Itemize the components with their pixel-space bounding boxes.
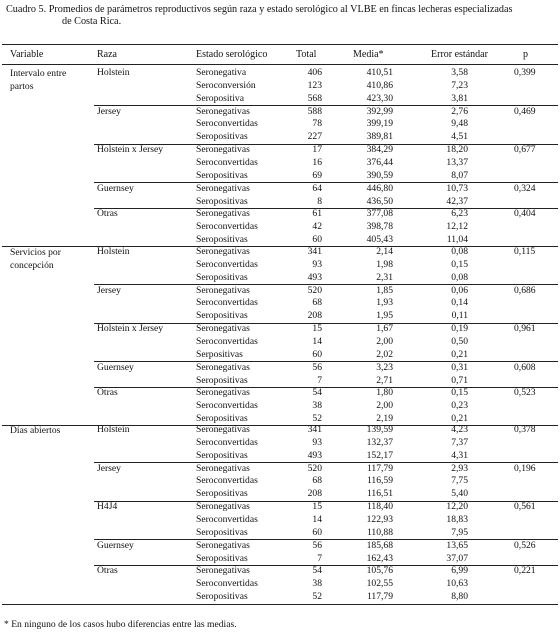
total-cell: 16 — [312, 156, 322, 168]
header-total: Total — [296, 49, 317, 60]
raza-label: Otras — [97, 387, 118, 399]
error-cell: 0,71 — [451, 374, 468, 386]
estado-cell: Seroconvertidas — [196, 258, 258, 270]
error-cell: 4,31 — [451, 449, 468, 461]
error-cell: 0,21 — [451, 413, 468, 425]
media-cell: 162,43 — [366, 552, 393, 564]
total-cell: 38 — [312, 578, 322, 590]
total-cell: 54 — [312, 565, 322, 577]
total-cell: 15 — [312, 501, 322, 513]
error-cell: 0,23 — [451, 400, 468, 412]
total-cell: 60 — [312, 234, 322, 246]
media-cell: 185,68 — [366, 539, 393, 551]
total-cell: 54 — [312, 387, 322, 399]
error-cell: 5,40 — [451, 488, 468, 500]
estado-cell: Seropositiva — [196, 92, 244, 104]
estado-cell: Seronegativas — [196, 284, 250, 296]
error-cell: 9,48 — [451, 118, 468, 130]
media-cell: 116,59 — [366, 475, 393, 487]
total-cell: 61 — [312, 208, 322, 220]
error-cell: 0,15 — [451, 258, 468, 270]
media-cell: 405,43 — [366, 234, 393, 246]
error-cell: 0,31 — [451, 361, 468, 373]
media-cell: 3,23 — [376, 361, 393, 373]
media-cell: 1,80 — [376, 387, 393, 399]
total-cell: 60 — [312, 348, 322, 360]
media-cell: 377,08 — [366, 208, 393, 220]
group-separator — [94, 323, 558, 324]
total-cell: 520 — [307, 462, 322, 474]
group-separator — [94, 361, 558, 362]
media-cell: 1,95 — [376, 310, 393, 322]
estado-cell: Seropositivas — [196, 488, 248, 500]
group-separator — [94, 105, 558, 106]
media-cell: 2,71 — [376, 374, 393, 386]
total-cell: 17 — [312, 144, 322, 156]
error-cell: 0,21 — [451, 348, 468, 360]
estado-cell: Seronegativas — [196, 144, 250, 156]
error-cell: 8,07 — [451, 169, 468, 181]
error-cell: 6,99 — [451, 565, 468, 577]
estado-cell: Seronegativas — [196, 387, 250, 399]
error-cell: 7,95 — [451, 526, 468, 538]
total-cell: 56 — [312, 361, 322, 373]
estado-cell: Seroconvertidas — [196, 400, 258, 412]
top-rule — [2, 44, 558, 45]
group-separator — [94, 462, 558, 463]
raza-label: Jersey — [97, 462, 121, 474]
media-cell: 2,14 — [376, 246, 393, 257]
estado-cell: Seronegativa — [196, 67, 247, 78]
error-cell: 0,50 — [451, 335, 468, 347]
media-cell: 1,98 — [376, 258, 393, 270]
estado-cell: Seronegativas — [196, 501, 250, 513]
p-value: 0,115 — [514, 246, 536, 257]
estado-cell: Seroconversión — [196, 79, 256, 91]
p-value: 0,378 — [514, 424, 536, 435]
p-value: 0,961 — [514, 323, 536, 335]
media-cell: 410,51 — [366, 67, 393, 78]
total-cell: 208 — [307, 488, 322, 500]
total-cell: 93 — [312, 258, 322, 270]
total-cell: 68 — [312, 475, 322, 487]
bottom-rule — [2, 604, 558, 605]
estado-cell: Seronegativas — [196, 246, 250, 257]
p-value: 0,608 — [514, 361, 536, 373]
raza-label: Guernsey — [97, 182, 134, 194]
variable-label: Intervalo entre partos — [10, 68, 67, 92]
estado-cell: Seroconvertidas — [196, 436, 258, 448]
total-cell: 42 — [312, 221, 322, 233]
raza-label: Holstein — [97, 424, 130, 435]
estado-cell: Seroconvertidas — [196, 221, 258, 233]
group-separator — [94, 144, 558, 145]
caption-line-1: Cuadro 5. Promedios de parámetros reproductivos según raza y estado serológico al VLBE en fincas lecheras especializadas — [6, 4, 513, 15]
estado-cell: Seronegativas — [196, 565, 250, 577]
estado-cell: Seroconvertidas — [196, 118, 258, 130]
error-cell: 3,58 — [451, 67, 468, 78]
error-cell: 0,08 — [451, 271, 468, 283]
estado-cell: Seropositivas — [196, 195, 248, 207]
p-value: 0,196 — [514, 462, 536, 474]
media-cell: 2,19 — [376, 413, 393, 425]
estado-cell: Seropositivas — [196, 131, 248, 143]
raza-label: Holstein x Jersey — [97, 144, 164, 156]
estado-cell: Seroconvertidas — [196, 578, 258, 590]
total-cell: 123 — [307, 79, 322, 91]
error-cell: 37,07 — [446, 552, 468, 564]
estado-cell: Seropositivas — [196, 413, 248, 425]
media-cell: 139,59 — [366, 424, 393, 435]
total-cell: 208 — [307, 310, 322, 322]
estado-cell: Seronegativas — [196, 182, 250, 194]
header-error: Error estándar — [431, 49, 488, 60]
raza-label: H4J4 — [97, 501, 118, 513]
media-cell: 1,85 — [376, 284, 393, 296]
estado-cell: Seropositivas — [196, 374, 248, 386]
total-cell: 52 — [312, 591, 322, 603]
estado-cell: Seroconvertidas — [196, 475, 258, 487]
raza-label: Otras — [97, 565, 118, 577]
media-cell: 2,00 — [376, 400, 393, 412]
estado-cell: Seroconvertidas — [196, 335, 258, 347]
raza-label: Otras — [97, 208, 118, 220]
media-cell: 2,31 — [376, 271, 393, 283]
total-cell: 227 — [307, 131, 322, 143]
error-cell: 2,76 — [451, 105, 468, 117]
media-cell: 2,00 — [376, 335, 393, 347]
raza-label: Jersey — [97, 105, 121, 117]
p-value: 0,221 — [514, 565, 536, 577]
estado-cell: Seropositivas — [196, 271, 248, 283]
estado-cell: Seropositivas — [196, 310, 248, 322]
p-value: 0,686 — [514, 284, 536, 296]
media-cell: 2,02 — [376, 348, 393, 360]
media-cell: 398,78 — [366, 221, 393, 233]
estado-cell: Seropositivas — [196, 526, 248, 538]
total-cell: 60 — [312, 526, 322, 538]
error-cell: 6,23 — [451, 208, 468, 220]
total-cell: 78 — [312, 118, 322, 130]
group-separator — [94, 539, 558, 540]
group-separator — [94, 182, 558, 183]
media-cell: 117,79 — [366, 462, 393, 474]
total-cell: 14 — [312, 513, 322, 525]
group-separator — [94, 387, 558, 388]
estado-cell: Seropositivas — [196, 169, 248, 181]
header-p: p — [523, 49, 528, 60]
media-cell: 102,55 — [366, 578, 393, 590]
total-cell: 68 — [312, 297, 322, 309]
error-cell: 42,37 — [446, 195, 468, 207]
media-cell: 116,51 — [366, 488, 393, 500]
media-cell: 1,93 — [376, 297, 393, 309]
media-cell: 399,19 — [366, 118, 393, 130]
total-cell: 64 — [312, 182, 322, 194]
estado-cell: Seronegativas — [196, 462, 250, 474]
group-separator — [94, 565, 558, 566]
footnote: * En ninguno de los casos hubo diferencias entre las medias. — [4, 619, 237, 630]
raza-label: Jersey — [97, 284, 121, 296]
raza-label: Holstein — [97, 67, 130, 78]
estado-cell: Seropositivas — [196, 449, 248, 461]
estado-cell: Seropositivas — [196, 552, 248, 564]
error-cell: 3,81 — [451, 92, 468, 104]
error-cell: 12,20 — [446, 501, 468, 513]
total-cell: 341 — [307, 424, 322, 435]
total-cell: 341 — [307, 246, 322, 257]
total-cell: 7 — [317, 552, 322, 564]
p-value: 0,561 — [514, 501, 536, 513]
media-cell: 117,79 — [366, 591, 393, 603]
total-cell: 93 — [312, 436, 322, 448]
media-cell: 376,44 — [366, 156, 393, 168]
p-value: 0,526 — [514, 539, 536, 551]
estado-cell: Seropositivas — [196, 591, 248, 603]
media-cell: 390,59 — [366, 169, 393, 181]
error-cell: 13,37 — [446, 156, 468, 168]
p-value: 0,404 — [514, 208, 536, 220]
error-cell: 7,23 — [451, 79, 468, 91]
p-value: 0,523 — [514, 387, 536, 399]
group-separator — [94, 208, 558, 209]
total-cell: 7 — [317, 374, 322, 386]
total-cell: 406 — [307, 67, 322, 78]
error-cell: 0,08 — [451, 246, 468, 257]
error-cell: 0,19 — [451, 323, 468, 335]
error-cell: 0,06 — [451, 284, 468, 296]
media-cell: 423,30 — [366, 92, 393, 104]
error-cell: 18,20 — [446, 144, 468, 156]
media-cell: 392,99 — [366, 105, 393, 117]
raza-label: Holstein — [97, 246, 130, 257]
estado-cell: Seroconvertidas — [196, 297, 258, 309]
estado-cell: Seronegativas — [196, 361, 250, 373]
media-cell: 384,29 — [366, 144, 393, 156]
variable-label: Servicios por concepción — [10, 247, 61, 271]
total-cell: 588 — [307, 105, 322, 117]
p-value: 0,324 — [514, 182, 536, 194]
raza-label: Holstein x Jersey — [97, 323, 164, 335]
total-cell: 69 — [312, 169, 322, 181]
estado-cell: Seronegativas — [196, 208, 250, 220]
error-cell: 10,73 — [446, 182, 468, 194]
error-cell: 10,63 — [446, 578, 468, 590]
total-cell: 493 — [307, 271, 322, 283]
error-cell: 7,75 — [451, 475, 468, 487]
total-cell: 56 — [312, 539, 322, 551]
header-rule — [2, 64, 558, 65]
media-cell: 389,81 — [366, 131, 393, 143]
header-estado: Estado serológico — [196, 49, 268, 60]
error-cell: 4,23 — [451, 424, 468, 435]
media-cell: 410,86 — [366, 79, 393, 91]
media-cell: 122,93 — [366, 513, 393, 525]
media-cell: 110,88 — [366, 526, 393, 538]
estado-cell: Seroconvertidas — [196, 513, 258, 525]
raza-label: Guernsey — [97, 539, 134, 551]
p-value: 0,469 — [514, 105, 536, 117]
total-cell: 493 — [307, 449, 322, 461]
total-cell: 14 — [312, 335, 322, 347]
group-separator — [94, 501, 558, 502]
estado-cell: Seronegativas — [196, 105, 250, 117]
header-media: Media* — [353, 49, 384, 60]
p-value: 0,677 — [514, 144, 536, 156]
media-cell: 436,50 — [366, 195, 393, 207]
total-cell: 52 — [312, 413, 322, 425]
media-cell: 1,67 — [376, 323, 393, 335]
caption-line-2: de Costa Rica. — [62, 16, 122, 27]
estado-cell: Seronegativas — [196, 424, 250, 435]
estado-cell: Seropositivas — [196, 234, 248, 246]
media-cell: 152,17 — [366, 449, 393, 461]
total-cell: 568 — [307, 92, 322, 104]
estado-cell: Seroconvertidas — [196, 156, 258, 168]
total-cell: 15 — [312, 323, 322, 335]
error-cell: 7,37 — [451, 436, 468, 448]
estado-cell: Seronegativas — [196, 539, 250, 551]
total-cell: 8 — [317, 195, 322, 207]
table-caption — [6, 4, 551, 28]
group-separator — [94, 284, 558, 285]
error-cell: 13,65 — [446, 539, 468, 551]
media-cell: 118,40 — [366, 501, 393, 513]
header-raza: Raza — [97, 49, 117, 60]
error-cell: 0,15 — [451, 387, 468, 399]
error-cell: 11,04 — [446, 234, 468, 246]
media-cell: 446,80 — [366, 182, 393, 194]
estado-cell: Seronegativas — [196, 323, 250, 335]
error-cell: 0,11 — [451, 310, 468, 322]
media-cell: 132,37 — [366, 436, 393, 448]
header-variable: Variable — [10, 49, 44, 60]
media-cell: 105,76 — [366, 565, 393, 577]
total-cell: 520 — [307, 284, 322, 296]
error-cell: 8,80 — [451, 591, 468, 603]
error-cell: 2,93 — [451, 462, 468, 474]
variable-label: Días abiertos — [10, 425, 61, 436]
total-cell: 38 — [312, 400, 322, 412]
estado-cell: Serpositivas — [196, 348, 243, 360]
error-cell: 4,51 — [451, 131, 468, 143]
raza-label: Guernsey — [97, 361, 134, 373]
p-value: 0,399 — [514, 67, 536, 78]
error-cell: 0,14 — [451, 297, 468, 309]
error-cell: 18,83 — [446, 513, 468, 525]
error-cell: 12,12 — [446, 221, 468, 233]
